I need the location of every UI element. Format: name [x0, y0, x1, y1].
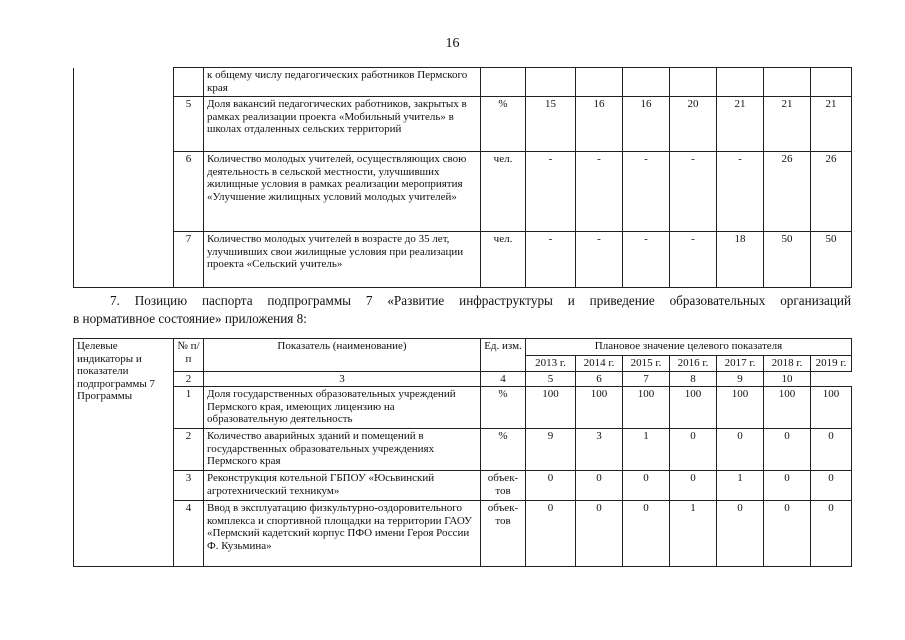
value-cell: [670, 68, 717, 97]
indicator-name: Количество аварийных зданий и помещений в государственных образовательных учреждениях Пермского края: [204, 429, 481, 471]
value-cell: -: [576, 232, 623, 288]
value-cell: [576, 68, 623, 97]
value-cell: -: [576, 152, 623, 232]
value-cell: -: [623, 152, 670, 232]
value-cell: 1: [717, 471, 764, 501]
value-cell: 0: [764, 429, 811, 471]
row-number: 6: [174, 152, 204, 232]
value-cell: 26: [764, 152, 811, 232]
value-cell: 0: [623, 501, 670, 567]
index-cell: 6: [576, 371, 623, 387]
value-cell: 26: [811, 152, 852, 232]
value-cell: 0: [526, 471, 576, 501]
col-header-name: Показатель (наименование): [204, 339, 481, 372]
value-cell: 0: [670, 471, 717, 501]
row-number: 5: [174, 97, 204, 152]
indicator-name: к общему числу педагогических работников Пермского края: [204, 68, 481, 97]
value-cell: 0: [764, 501, 811, 567]
value-cell: 0: [576, 471, 623, 501]
col-header-unit: Ед. изм.: [481, 339, 526, 372]
row-number: 7: [174, 232, 204, 288]
year-header: 2016 г.: [670, 356, 717, 372]
value-cell: 0: [811, 429, 852, 471]
value-cell: 9: [526, 429, 576, 471]
year-header: 2019 г.: [811, 356, 852, 372]
section-label-cell: Целевые индикаторы и показатели подпрограммы 7 Программы: [74, 339, 174, 567]
indicator-name: Количество молодых учителей в возрасте до 35 лет, улучшивших свои жилищные условия при реализации проекта «Сельский учитель»: [204, 232, 481, 288]
value-cell: 100: [811, 387, 852, 429]
value-cell: 100: [526, 387, 576, 429]
value-cell: -: [670, 232, 717, 288]
value-cell: -: [670, 152, 717, 232]
index-cell: 5: [526, 371, 576, 387]
row-number: 1: [174, 387, 204, 429]
index-cell: 4: [481, 371, 526, 387]
value-cell: 0: [764, 471, 811, 501]
unit-cell: чел.: [481, 232, 526, 288]
value-cell: 21: [717, 97, 764, 152]
indicator-name: Доля государственных образовательных учреждений Пермского края, имеющих лицензию на образовательную деятельность: [204, 387, 481, 429]
value-cell: [526, 68, 576, 97]
index-row: [74, 371, 852, 387]
value-cell: 100: [670, 387, 717, 429]
value-cell: -: [526, 232, 576, 288]
index-cell: 8: [670, 371, 717, 387]
year-header: 2018 г.: [764, 356, 811, 372]
table-row: [74, 471, 852, 501]
value-cell: [717, 68, 764, 97]
value-cell: 16: [623, 97, 670, 152]
table-row: [74, 68, 852, 97]
header-row: [74, 339, 852, 356]
indicator-name: Реконструкция котельной ГБПОУ «Юсьвинский агротехнический техникум»: [204, 471, 481, 501]
index-cell: 9: [717, 371, 764, 387]
value-cell: 20: [670, 97, 717, 152]
value-cell: 18: [717, 232, 764, 288]
year-header: 2014 г.: [576, 356, 623, 372]
unit-cell: [481, 68, 526, 97]
value-cell: 100: [717, 387, 764, 429]
unit-cell: %: [481, 97, 526, 152]
value-cell: 3: [576, 429, 623, 471]
value-cell: 1: [623, 429, 670, 471]
unit-cell: чел.: [481, 152, 526, 232]
value-cell: 50: [811, 232, 852, 288]
col-header-num: № п/п: [174, 339, 204, 372]
col-header-plan: Плановое значение целевого показателя: [526, 339, 852, 356]
value-cell: 0: [623, 471, 670, 501]
value-cell: 0: [717, 429, 764, 471]
year-header: 2017 г.: [717, 356, 764, 372]
value-cell: -: [623, 232, 670, 288]
indicators-table-continued: [73, 67, 852, 288]
row-number: [174, 68, 204, 97]
value-cell: 1: [670, 501, 717, 567]
table-row: [74, 501, 852, 567]
indicator-name: Ввод в эксплуатацию физкультурно-оздоровительного комплекса и спортивной площадки на территории ГАОУ «Пермский кадетский корпус ПФО имени Героя России Ф. Кузьмина»: [204, 501, 481, 567]
value-cell: -: [526, 152, 576, 232]
row-number: 3: [174, 471, 204, 501]
value-cell: 100: [576, 387, 623, 429]
value-cell: 100: [623, 387, 670, 429]
unit-cell: %: [481, 387, 526, 429]
index-cell: 3: [204, 371, 481, 387]
unit-cell: %: [481, 429, 526, 471]
value-cell: 0: [526, 501, 576, 567]
value-cell: [811, 68, 852, 97]
value-cell: [623, 68, 670, 97]
paragraph-line-2: в нормативное состояние» приложения 8:: [73, 311, 307, 326]
table-row: [74, 232, 852, 288]
index-cell: 2: [174, 371, 204, 387]
value-cell: 0: [717, 501, 764, 567]
value-cell: 21: [764, 97, 811, 152]
table-row: [74, 97, 852, 152]
subprogram-7-indicators-table: [73, 338, 852, 567]
value-cell: 100: [764, 387, 811, 429]
table-row: [74, 152, 852, 232]
value-cell: 0: [811, 501, 852, 567]
page-number: 16: [445, 36, 460, 51]
section-label-cell: [74, 68, 174, 288]
table-row: [74, 429, 852, 471]
year-header: 2015 г.: [623, 356, 670, 372]
value-cell: 15: [526, 97, 576, 152]
paragraph-line-1: 7. Позицию паспорта подпрограммы 7 «Развитие инфраструктуры и приведение образовательных организаций: [110, 293, 851, 308]
year-header: 2013 г.: [526, 356, 576, 372]
unit-cell: объек-тов: [481, 501, 526, 567]
row-number: 2: [174, 429, 204, 471]
value-cell: 0: [576, 501, 623, 567]
value-cell: -: [717, 152, 764, 232]
value-cell: 0: [670, 429, 717, 471]
value-cell: 50: [764, 232, 811, 288]
value-cell: 0: [811, 471, 852, 501]
indicator-name: Количество молодых учителей, осуществляющих свою деятельность в сельской местности, улучшивших жилищные условия в рамках реализации мероприятия «Улучшение жилищных условий молодых учителей»: [204, 152, 481, 232]
value-cell: [764, 68, 811, 97]
value-cell: 16: [576, 97, 623, 152]
table-row: [74, 387, 852, 429]
indicator-name: Доля вакансий педагогических работников, закрытых в рамках реализации проекта «Мобильный учитель» в школах отдаленных сельских территорий: [204, 97, 481, 152]
unit-cell: объек-тов: [481, 471, 526, 501]
row-number: 4: [174, 501, 204, 567]
index-cell: 7: [623, 371, 670, 387]
value-cell: 21: [811, 97, 852, 152]
index-cell: 10: [764, 371, 811, 387]
